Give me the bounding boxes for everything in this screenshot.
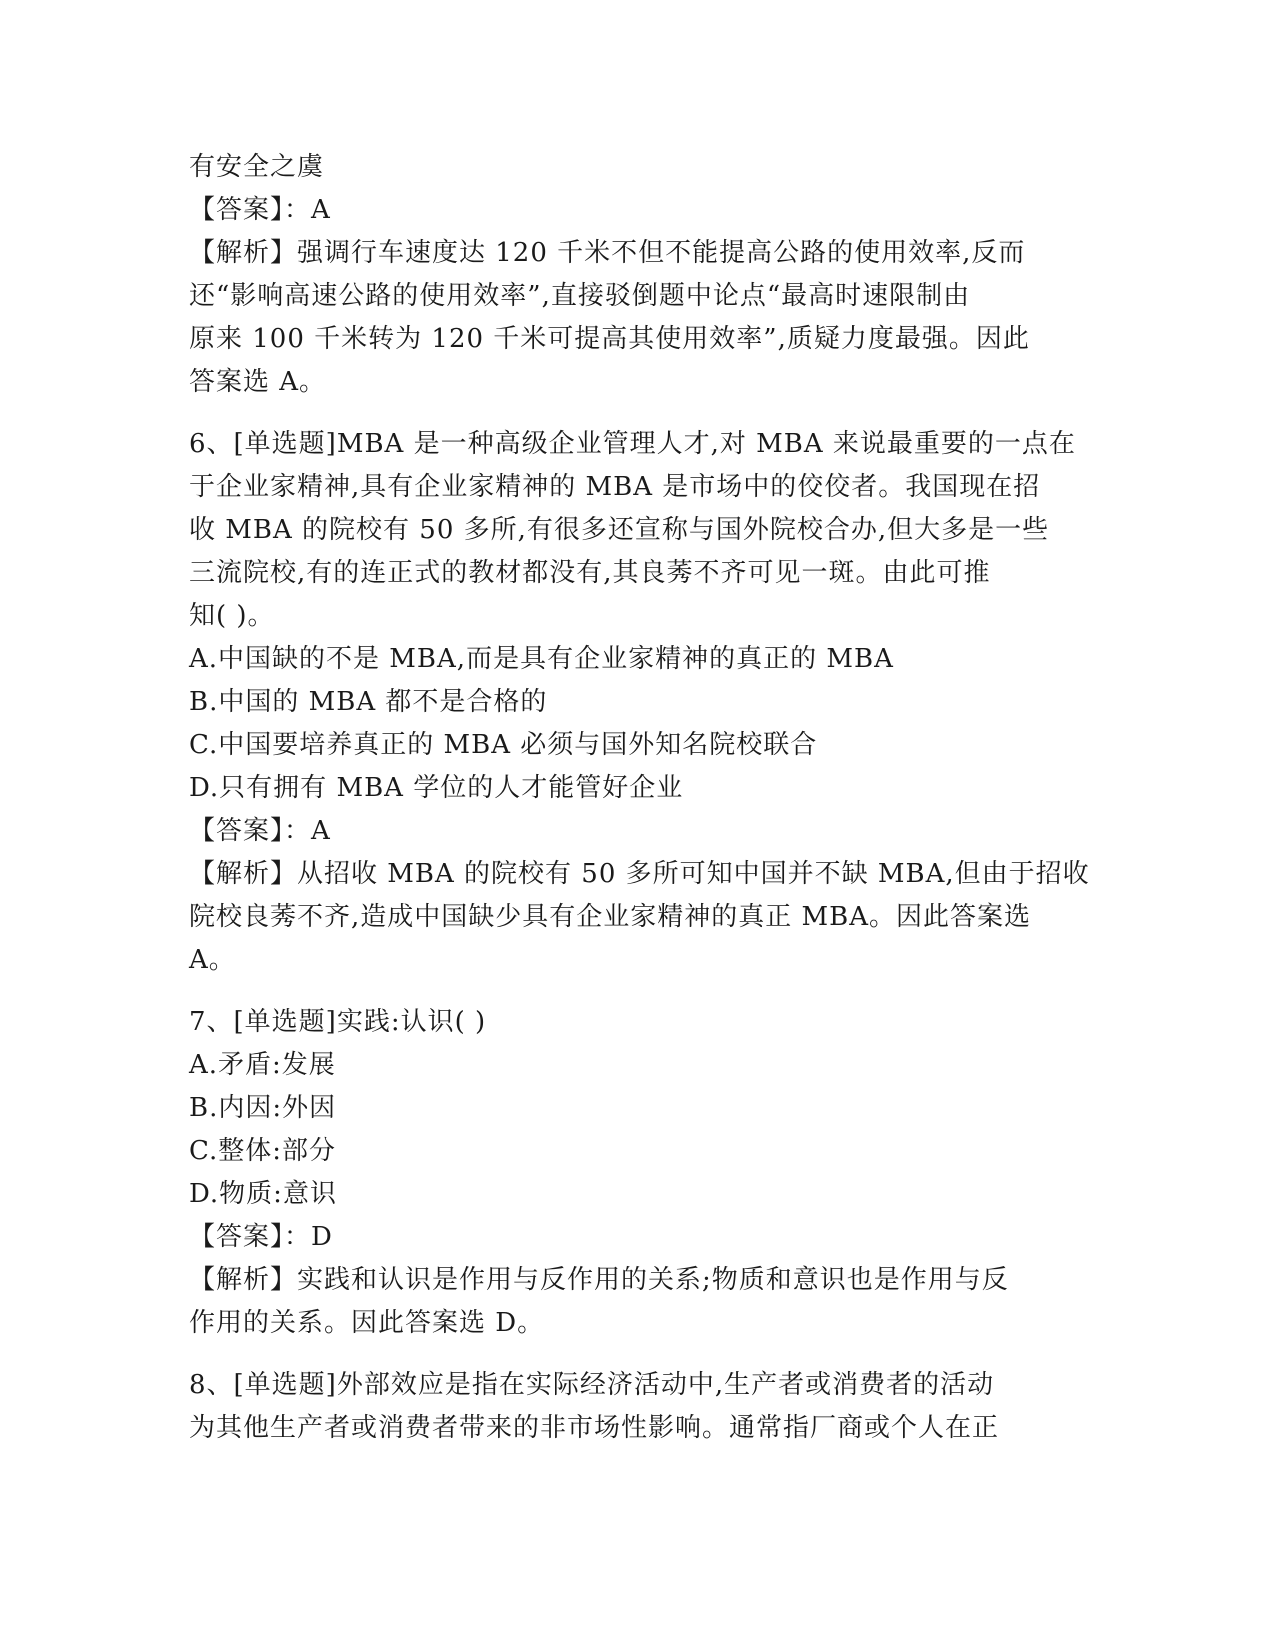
page-content (189, 146, 1090, 1450)
question-stem-line: 知( )。 (189, 601, 275, 631)
answer-line: 【答案】：A (189, 816, 331, 846)
question-stem-line: 收 MBA 的院校有 50 多所,有很多还宣称与国外院校合办,但大多是一些 (189, 515, 1050, 545)
answer-line: 【答案】：D (189, 1222, 333, 1252)
option-text: 有安全之虞 (189, 152, 325, 182)
option-a: A.矛盾:发展 (189, 1050, 336, 1080)
question-stem-line: 三流院校,有的连正式的教材都没有,其良莠不齐可见一斑。由此可推 (189, 558, 991, 588)
spacer (189, 1345, 1079, 1364)
question-8 (189, 1364, 1079, 1450)
option-b: B.内因:外因 (189, 1093, 337, 1123)
analysis-line: 【解析】实践和认识是作用与反作用的关系;物质和意识也是作用与反 (189, 1265, 1009, 1295)
analysis-line: 【解析】强调行车速度达 120 千米不但不能提高公路的使用效率,反而 (189, 238, 1026, 268)
option-d: D.物质:意识 (189, 1179, 337, 1209)
analysis-line: 还“影响高速公路的使用效率”,直接驳倒题中论点“最高时速限制由 (189, 281, 971, 311)
analysis-line: A。 (189, 945, 236, 975)
question-stem-line: 8、[单选题]外部效应是指在实际经济活动中,生产者或消费者的活动 (189, 1370, 995, 1400)
spacer (189, 982, 1079, 1001)
option-c: C.整体:部分 (189, 1136, 336, 1166)
analysis-line: 院校良莠不齐,造成中国缺少具有企业家精神的真正 MBA。因此答案选 (189, 902, 1032, 932)
question-6 (189, 423, 1090, 982)
question-stem-line: 为其他生产者或消费者带来的非市场性影响。通常指厂商或个人在正 (189, 1413, 1000, 1443)
question-5-tail (189, 146, 1079, 404)
option-a: A.中国缺的不是 MBA,而是具有企业家精神的真正的 MBA (189, 644, 894, 674)
analysis-line: 答案选 A。 (189, 367, 327, 397)
spacer (189, 404, 1079, 423)
option-b: B.中国的 MBA 都不是合格的 (189, 687, 548, 717)
analysis-line: 原来 100 千米转为 120 千米可提高其使用效率”,质疑力度最强。因此 (189, 324, 1030, 354)
question-7 (189, 1001, 1079, 1345)
option-c: C.中国要培养真正的 MBA 必须与国外知名院校联合 (189, 730, 818, 760)
question-stem-line: 于企业家精神,具有企业家精神的 MBA 是市场中的佼佼者。我国现在招 (189, 472, 1041, 502)
option-d: D.只有拥有 MBA 学位的人才能管好企业 (189, 773, 684, 803)
question-stem-line: 7、[单选题]实践:认识( ) (189, 1007, 487, 1037)
analysis-line: 作用的关系。因此答案选 D。 (189, 1308, 545, 1338)
analysis-line: 【解析】从招收 MBA 的院校有 50 多所可知中国并不缺 MBA,但由于招收 (189, 859, 1090, 889)
answer-line: 【答案】：A (189, 195, 331, 225)
question-stem-line: 6、[单选题]MBA 是一种高级企业管理人才,对 MBA 来说最重要的一点在 (189, 429, 1076, 459)
